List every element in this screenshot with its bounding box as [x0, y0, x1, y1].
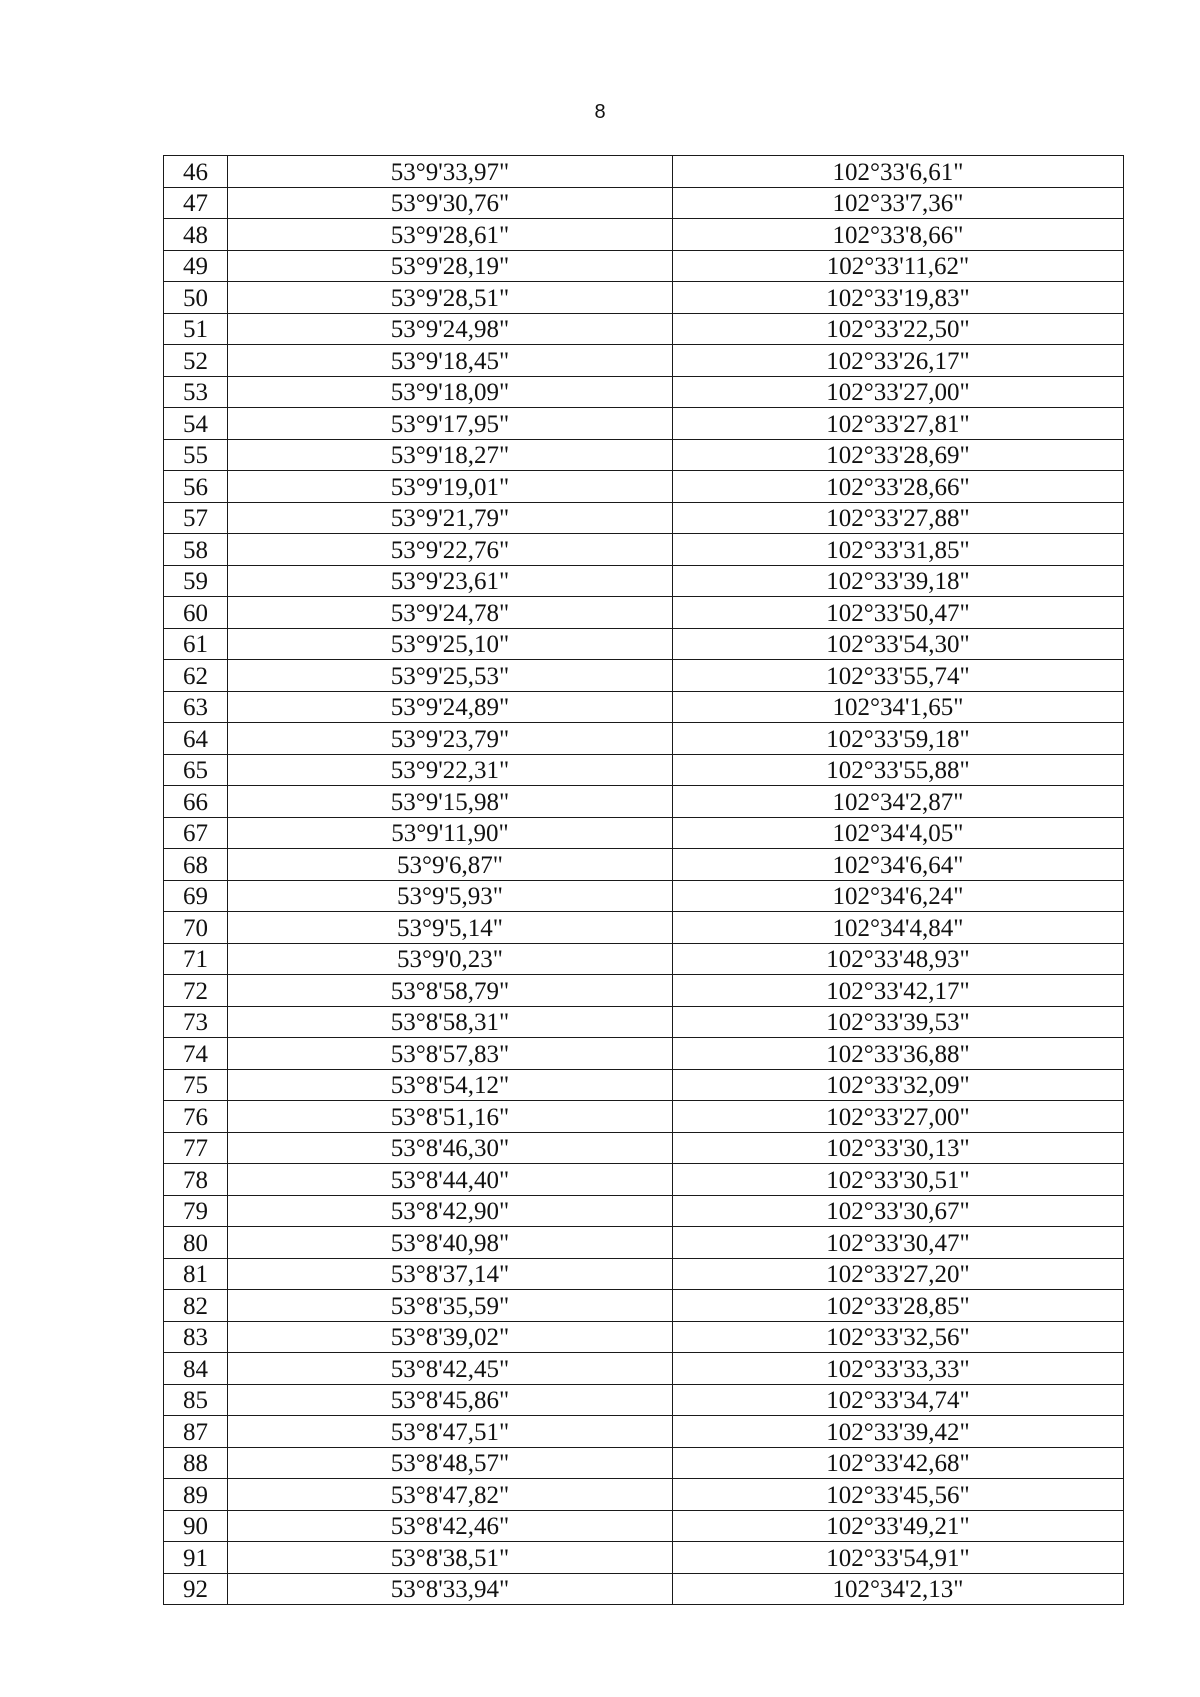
latitude-cell: 53°9'11,90"	[228, 817, 673, 849]
longitude-cell: 102°34'1,65"	[673, 691, 1124, 723]
coordinates-table	[163, 155, 1124, 1605]
table-row	[164, 1258, 1124, 1290]
point-number-cell: 79	[164, 1195, 228, 1227]
latitude-cell: 53°9'17,95"	[228, 408, 673, 440]
table-row	[164, 502, 1124, 534]
table-row	[164, 1227, 1124, 1259]
longitude-cell: 102°34'4,05"	[673, 817, 1124, 849]
longitude-cell: 102°34'6,24"	[673, 880, 1124, 912]
longitude-cell: 102°34'6,64"	[673, 849, 1124, 881]
longitude-cell: 102°33'39,53"	[673, 1006, 1124, 1038]
latitude-cell: 53°9'25,10"	[228, 628, 673, 660]
table-row	[164, 880, 1124, 912]
longitude-cell: 102°33'8,66"	[673, 219, 1124, 251]
table-row	[164, 754, 1124, 786]
point-number-cell: 72	[164, 975, 228, 1007]
table-row	[164, 534, 1124, 566]
point-number-cell: 89	[164, 1479, 228, 1511]
table-row	[164, 1006, 1124, 1038]
longitude-cell: 102°34'4,84"	[673, 912, 1124, 944]
table-row	[164, 1447, 1124, 1479]
longitude-cell: 102°33'31,85"	[673, 534, 1124, 566]
table-row	[164, 849, 1124, 881]
longitude-cell: 102°33'6,61"	[673, 156, 1124, 188]
latitude-cell: 53°8'47,82"	[228, 1479, 673, 1511]
point-number-cell: 87	[164, 1416, 228, 1448]
latitude-cell: 53°9'18,27"	[228, 439, 673, 471]
table-row	[164, 313, 1124, 345]
table-row	[164, 156, 1124, 188]
latitude-cell: 53°9'28,51"	[228, 282, 673, 314]
longitude-cell: 102°33'48,93"	[673, 943, 1124, 975]
table-row	[164, 408, 1124, 440]
point-number-cell: 91	[164, 1542, 228, 1574]
latitude-cell: 53°8'58,79"	[228, 975, 673, 1007]
latitude-cell: 53°9'28,19"	[228, 250, 673, 282]
point-number-cell: 77	[164, 1132, 228, 1164]
point-number-cell: 46	[164, 156, 228, 188]
longitude-cell: 102°33'28,85"	[673, 1290, 1124, 1322]
longitude-cell: 102°33'30,47"	[673, 1227, 1124, 1259]
latitude-cell: 53°9'28,61"	[228, 219, 673, 251]
point-number-cell: 76	[164, 1101, 228, 1133]
longitude-cell: 102°33'42,68"	[673, 1447, 1124, 1479]
table-row	[164, 691, 1124, 723]
coordinates-table-body	[164, 156, 1124, 1605]
point-number-cell: 60	[164, 597, 228, 629]
point-number-cell: 65	[164, 754, 228, 786]
point-number-cell: 66	[164, 786, 228, 818]
latitude-cell: 53°9'5,93"	[228, 880, 673, 912]
table-row	[164, 1321, 1124, 1353]
table-row	[164, 250, 1124, 282]
latitude-cell: 53°9'23,61"	[228, 565, 673, 597]
point-number-cell: 69	[164, 880, 228, 912]
point-number-cell: 61	[164, 628, 228, 660]
longitude-cell: 102°33'27,81"	[673, 408, 1124, 440]
point-number-cell: 83	[164, 1321, 228, 1353]
point-number-cell: 63	[164, 691, 228, 723]
longitude-cell: 102°33'28,66"	[673, 471, 1124, 503]
latitude-cell: 53°9'6,87"	[228, 849, 673, 881]
longitude-cell: 102°33'39,42"	[673, 1416, 1124, 1448]
latitude-cell: 53°9'22,76"	[228, 534, 673, 566]
point-number-cell: 80	[164, 1227, 228, 1259]
longitude-cell: 102°34'2,13"	[673, 1573, 1124, 1605]
point-number-cell: 82	[164, 1290, 228, 1322]
longitude-cell: 102°33'49,21"	[673, 1510, 1124, 1542]
table-row	[164, 723, 1124, 755]
latitude-cell: 53°9'24,78"	[228, 597, 673, 629]
latitude-cell: 53°9'25,53"	[228, 660, 673, 692]
point-number-cell: 59	[164, 565, 228, 597]
table-row	[164, 1132, 1124, 1164]
latitude-cell: 53°8'42,46"	[228, 1510, 673, 1542]
point-number-cell: 49	[164, 250, 228, 282]
longitude-cell: 102°33'32,56"	[673, 1321, 1124, 1353]
longitude-cell: 102°33'39,18"	[673, 565, 1124, 597]
table-row	[164, 1101, 1124, 1133]
latitude-cell: 53°8'42,45"	[228, 1353, 673, 1385]
longitude-cell: 102°33'54,91"	[673, 1542, 1124, 1574]
latitude-cell: 53°9'23,79"	[228, 723, 673, 755]
table-row	[164, 439, 1124, 471]
point-number-cell: 88	[164, 1447, 228, 1479]
longitude-cell: 102°33'7,36"	[673, 187, 1124, 219]
table-row	[164, 597, 1124, 629]
longitude-cell: 102°33'55,74"	[673, 660, 1124, 692]
point-number-cell: 58	[164, 534, 228, 566]
table-row	[164, 1069, 1124, 1101]
table-row	[164, 943, 1124, 975]
point-number-cell: 75	[164, 1069, 228, 1101]
table-row	[164, 1384, 1124, 1416]
longitude-cell: 102°33'11,62"	[673, 250, 1124, 282]
longitude-cell: 102°33'26,17"	[673, 345, 1124, 377]
point-number-cell: 74	[164, 1038, 228, 1070]
latitude-cell: 53°9'18,45"	[228, 345, 673, 377]
table-row	[164, 1164, 1124, 1196]
latitude-cell: 53°8'35,59"	[228, 1290, 673, 1322]
latitude-cell: 53°8'37,14"	[228, 1258, 673, 1290]
table-row	[164, 817, 1124, 849]
point-number-cell: 70	[164, 912, 228, 944]
latitude-cell: 53°9'33,97"	[228, 156, 673, 188]
latitude-cell: 53°9'18,09"	[228, 376, 673, 408]
latitude-cell: 53°9'30,76"	[228, 187, 673, 219]
longitude-cell: 102°33'27,88"	[673, 502, 1124, 534]
latitude-cell: 53°8'33,94"	[228, 1573, 673, 1605]
table-row	[164, 1479, 1124, 1511]
latitude-cell: 53°8'48,57"	[228, 1447, 673, 1479]
table-row	[164, 1353, 1124, 1385]
point-number-cell: 68	[164, 849, 228, 881]
latitude-cell: 53°9'24,89"	[228, 691, 673, 723]
point-number-cell: 55	[164, 439, 228, 471]
point-number-cell: 81	[164, 1258, 228, 1290]
table-row	[164, 1038, 1124, 1070]
longitude-cell: 102°33'34,74"	[673, 1384, 1124, 1416]
longitude-cell: 102°33'27,00"	[673, 1101, 1124, 1133]
point-number-cell: 92	[164, 1573, 228, 1605]
point-number-cell: 67	[164, 817, 228, 849]
latitude-cell: 53°9'19,01"	[228, 471, 673, 503]
longitude-cell: 102°33'27,00"	[673, 376, 1124, 408]
longitude-cell: 102°33'32,09"	[673, 1069, 1124, 1101]
longitude-cell: 102°33'30,51"	[673, 1164, 1124, 1196]
longitude-cell: 102°33'59,18"	[673, 723, 1124, 755]
point-number-cell: 50	[164, 282, 228, 314]
longitude-cell: 102°33'42,17"	[673, 975, 1124, 1007]
point-number-cell: 85	[164, 1384, 228, 1416]
point-number-cell: 52	[164, 345, 228, 377]
page-number: 8	[594, 101, 606, 123]
table-row	[164, 282, 1124, 314]
longitude-cell: 102°33'30,13"	[673, 1132, 1124, 1164]
table-row	[164, 471, 1124, 503]
table-row	[164, 975, 1124, 1007]
longitude-cell: 102°33'30,67"	[673, 1195, 1124, 1227]
table-row	[164, 565, 1124, 597]
latitude-cell: 53°8'39,02"	[228, 1321, 673, 1353]
table-row	[164, 660, 1124, 692]
longitude-cell: 102°34'2,87"	[673, 786, 1124, 818]
latitude-cell: 53°8'46,30"	[228, 1132, 673, 1164]
point-number-cell: 48	[164, 219, 228, 251]
longitude-cell: 102°33'54,30"	[673, 628, 1124, 660]
longitude-cell: 102°33'36,88"	[673, 1038, 1124, 1070]
point-number-cell: 57	[164, 502, 228, 534]
table-row	[164, 219, 1124, 251]
point-number-cell: 84	[164, 1353, 228, 1385]
table-row	[164, 1542, 1124, 1574]
longitude-cell: 102°33'55,88"	[673, 754, 1124, 786]
table-row	[164, 1290, 1124, 1322]
table-row	[164, 786, 1124, 818]
table-row	[164, 1510, 1124, 1542]
table-row	[164, 187, 1124, 219]
point-number-cell: 47	[164, 187, 228, 219]
longitude-cell: 102°33'45,56"	[673, 1479, 1124, 1511]
latitude-cell: 53°8'47,51"	[228, 1416, 673, 1448]
latitude-cell: 53°8'57,83"	[228, 1038, 673, 1070]
table-row	[164, 376, 1124, 408]
point-number-cell: 90	[164, 1510, 228, 1542]
latitude-cell: 53°9'15,98"	[228, 786, 673, 818]
latitude-cell: 53°8'45,86"	[228, 1384, 673, 1416]
table-row	[164, 1195, 1124, 1227]
latitude-cell: 53°8'54,12"	[228, 1069, 673, 1101]
latitude-cell: 53°9'24,98"	[228, 313, 673, 345]
table-row	[164, 345, 1124, 377]
longitude-cell: 102°33'50,47"	[673, 597, 1124, 629]
latitude-cell: 53°8'38,51"	[228, 1542, 673, 1574]
latitude-cell: 53°8'40,98"	[228, 1227, 673, 1259]
longitude-cell: 102°33'22,50"	[673, 313, 1124, 345]
latitude-cell: 53°8'58,31"	[228, 1006, 673, 1038]
point-number-cell: 78	[164, 1164, 228, 1196]
table-row	[164, 1416, 1124, 1448]
longitude-cell: 102°33'27,20"	[673, 1258, 1124, 1290]
point-number-cell: 53	[164, 376, 228, 408]
latitude-cell: 53°9'21,79"	[228, 502, 673, 534]
latitude-cell: 53°9'22,31"	[228, 754, 673, 786]
longitude-cell: 102°33'19,83"	[673, 282, 1124, 314]
point-number-cell: 62	[164, 660, 228, 692]
point-number-cell: 73	[164, 1006, 228, 1038]
table-row	[164, 628, 1124, 660]
latitude-cell: 53°8'44,40"	[228, 1164, 673, 1196]
longitude-cell: 102°33'28,69"	[673, 439, 1124, 471]
point-number-cell: 64	[164, 723, 228, 755]
latitude-cell: 53°8'42,90"	[228, 1195, 673, 1227]
table-row	[164, 912, 1124, 944]
point-number-cell: 51	[164, 313, 228, 345]
point-number-cell: 71	[164, 943, 228, 975]
table-row	[164, 1573, 1124, 1605]
point-number-cell: 54	[164, 408, 228, 440]
latitude-cell: 53°8'51,16"	[228, 1101, 673, 1133]
point-number-cell: 56	[164, 471, 228, 503]
longitude-cell: 102°33'33,33"	[673, 1353, 1124, 1385]
latitude-cell: 53°9'5,14"	[228, 912, 673, 944]
latitude-cell: 53°9'0,23"	[228, 943, 673, 975]
